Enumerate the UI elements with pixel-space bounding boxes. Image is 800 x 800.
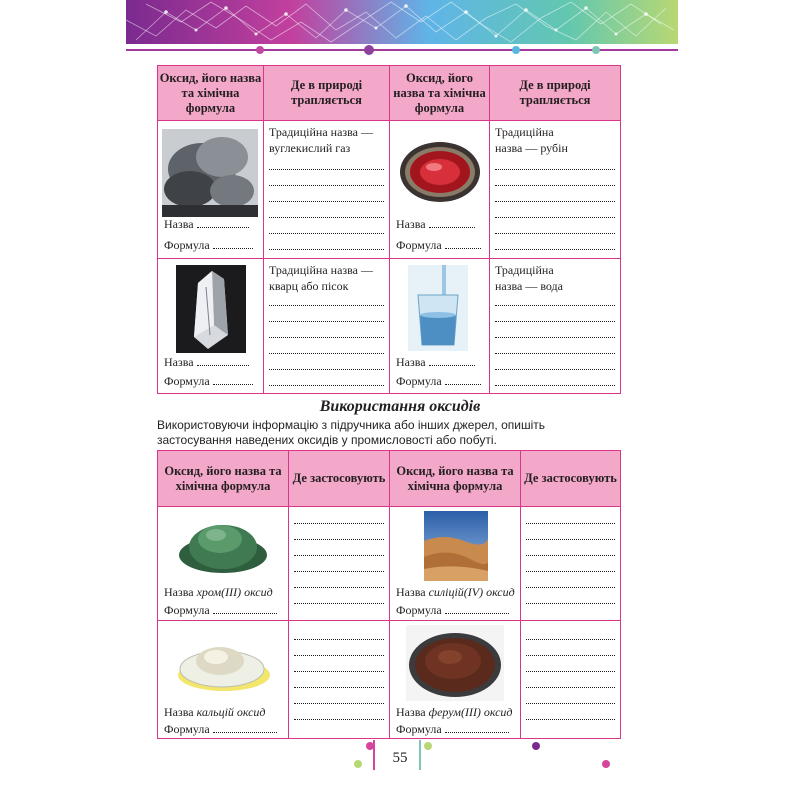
name-field[interactable]: Назва кальцій оксид [164,705,266,719]
answer-line [526,703,615,704]
table-row [158,621,621,739]
answer-line [495,249,615,250]
formula-field[interactable]: Формула [396,374,481,389]
page-number: 55 [392,750,408,766]
answer-line [269,185,384,186]
glass-of-water-photo [408,265,468,351]
answer-line [294,671,384,672]
answer-line [526,523,615,524]
usage-cell[interactable] [289,507,390,621]
traditional-name-label: Традиційна [495,125,554,139]
answer-line [495,169,615,170]
answer-line [495,201,615,202]
table-header-usage: Де застосовують [289,451,390,507]
desert-sand-photo [424,511,488,581]
traditional-name-value: вуглекислий газ [269,141,351,155]
answer-line [294,571,384,572]
volcano-smoke-photo [162,129,258,217]
table-row [158,259,621,394]
section-title: Використання оксидів [319,398,481,415]
table-header-oxide: Оксид, його назва та хімічна формула [390,451,521,507]
answer-line [269,249,384,250]
table-row [158,121,621,259]
occurrence-cell[interactable] [490,259,621,394]
answer-line [495,321,615,322]
top-banner-decoration [126,0,678,44]
answer-line [495,217,615,218]
name-field[interactable]: Назва ферум(ІІІ) оксид [396,705,513,719]
answer-line [495,353,615,354]
table-header-oxide: Оксид, його назва та хімічна формула [158,451,289,507]
answer-line [269,233,384,234]
oxides-usage-table [157,450,621,739]
name-field[interactable]: Назва [164,355,249,370]
quartz-crystal-photo [176,265,246,353]
answer-line [294,719,384,720]
oxide-cell [390,121,490,259]
white-powder-photo [172,627,272,699]
oxide-name-value: ферум(ІІІ) оксид [428,705,513,719]
table-row [158,507,621,621]
answer-line [294,687,384,688]
occurrence-cell[interactable] [264,259,390,394]
answer-line [294,703,384,704]
answer-line [526,587,615,588]
usage-cell[interactable] [289,621,390,739]
oxide-name-value: хром(ІІІ) оксид [196,585,273,599]
answer-line [526,539,615,540]
occurrence-cell[interactable] [264,121,390,259]
name-field[interactable]: Назва хром(ІІІ) оксид [164,585,273,599]
oxide-name-value: силіцій(ІV) оксид [428,585,515,599]
answer-line [294,539,384,540]
oxide-cell [390,259,490,394]
formula-field[interactable]: Формула [396,603,509,618]
answer-line [495,337,615,338]
answer-line [269,321,384,322]
name-field[interactable]: Назва [396,355,475,370]
answer-line [294,523,384,524]
answer-line [495,369,615,370]
formula-field[interactable]: Формула [396,722,509,737]
oxide-cell [158,259,264,394]
answer-line [294,555,384,556]
occurrence-cell[interactable] [490,121,621,259]
traditional-name-value: назва — рубін [495,141,568,155]
oxide-cell [158,121,264,259]
answer-line [495,233,615,234]
traditional-name-label: Традиційна назва — [269,263,373,277]
answer-line [526,571,615,572]
oxide-cell [390,621,521,739]
table-header-usage: Де застосовують [521,451,621,507]
answer-line [495,385,615,386]
name-field[interactable]: Назва [396,217,475,232]
formula-field[interactable]: Формула [164,374,253,389]
answer-line [294,603,384,604]
ruby-gem-photo [398,139,482,205]
red-brown-powder-photo [406,625,504,701]
answer-line [294,587,384,588]
table-header-oxide: Оксид, його назва та хімічна формула [158,66,264,121]
answer-line [294,655,384,656]
usage-cell[interactable] [521,621,621,739]
answer-line [526,687,615,688]
traditional-name-value: кварц або пісок [269,279,349,293]
answer-line [269,353,384,354]
answer-line [495,305,615,306]
answer-line [269,369,384,370]
formula-field[interactable]: Формула [164,603,277,618]
answer-line [495,185,615,186]
table-header-oxide: Оксид, його назва та хімічна формула [390,66,490,121]
traditional-name-value: назва — вода [495,279,563,293]
answer-line [526,671,615,672]
traditional-name-label: Традиційна [495,263,554,277]
instruction-text: Використовуючи інформацію з підручника або інших джерел, опишіть застосування наведених оксидів у промисловості або побуті. [157,418,546,447]
answer-line [269,201,384,202]
name-field[interactable]: Назва [164,217,249,232]
usage-cell[interactable] [521,507,621,621]
oxide-cell [158,507,289,621]
answer-line [269,305,384,306]
answer-line [269,385,384,386]
answer-line [526,639,615,640]
table-header-occurrence: Де в природі трапляється [490,66,621,121]
name-field[interactable]: Назва силіцій(ІV) оксид [396,585,515,599]
answer-line [526,603,615,604]
traditional-name-label: Традиційна назва — [269,125,373,139]
top-divider-line [126,44,678,58]
oxides-occurrence-table [157,65,621,394]
formula-field[interactable]: Формула [396,238,481,253]
oxide-cell [390,507,521,621]
oxide-cell [158,621,289,739]
answer-line [269,337,384,338]
table-header-occurrence: Де в природі трапляється [264,66,390,121]
answer-line [294,639,384,640]
oxide-name-value: кальцій оксид [196,705,266,719]
answer-line [269,217,384,218]
formula-field[interactable]: Формула [164,238,253,253]
answer-line [269,169,384,170]
answer-line [526,719,615,720]
answer-line [526,555,615,556]
formula-field[interactable]: Формула [164,722,277,737]
answer-line [526,655,615,656]
green-powder-photo [176,511,270,577]
